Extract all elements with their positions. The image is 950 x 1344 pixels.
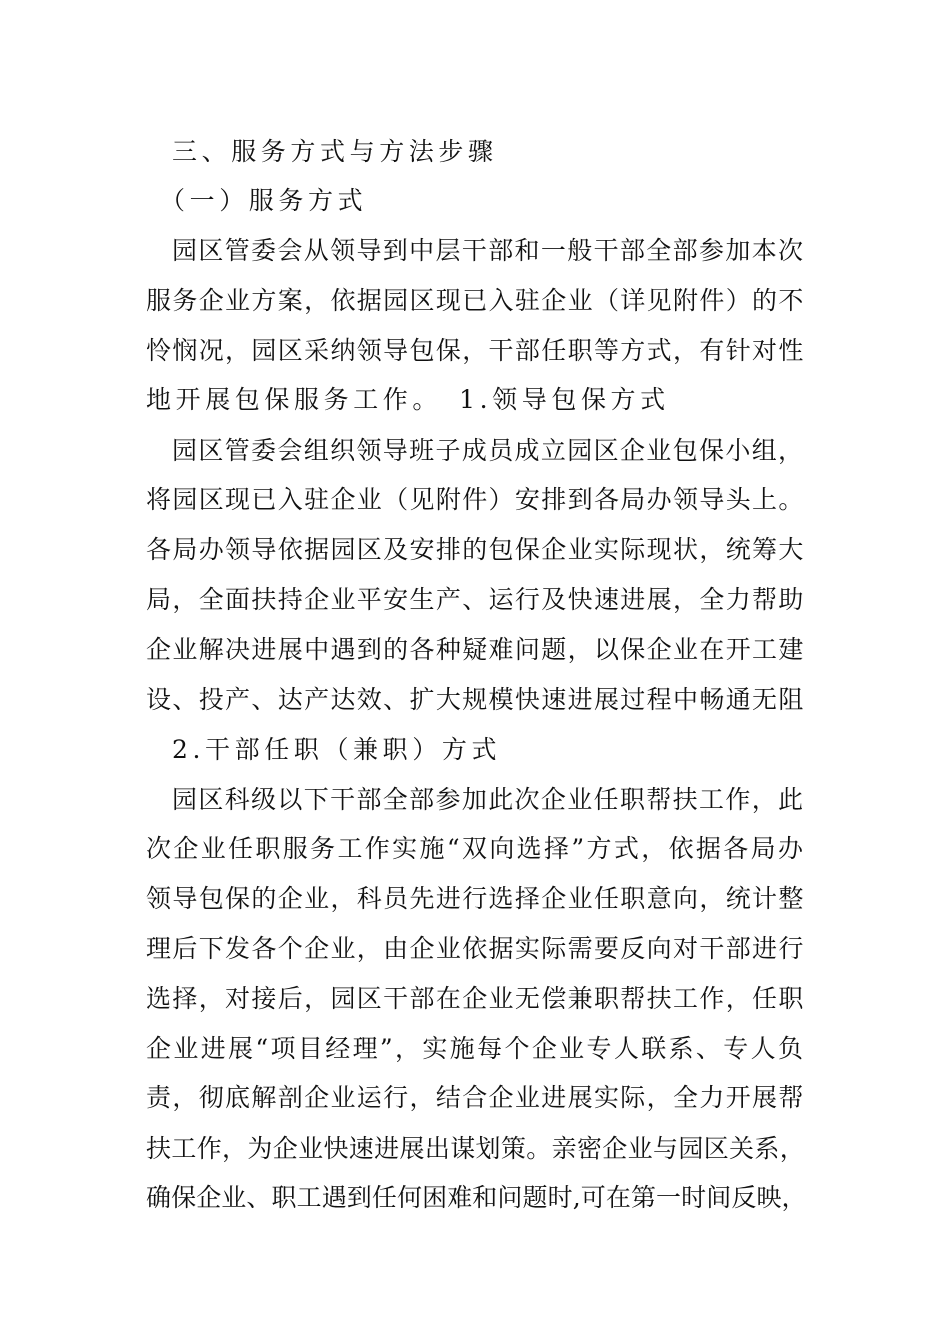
paragraph-line: 怜悯况，园区采纳领导包保，干部任职等方式，有针对性: [146, 336, 805, 365]
paragraph-line: 确保企业、职工遇到任何困难和问题时,可在第一时间反映，: [146, 1183, 807, 1212]
paragraph-line: 各局办领导依据园区及安排的包保企业实际现状，统筹大: [146, 535, 805, 564]
paragraph-line: 选择，对接后，园区干部在企业无偿兼职帮扶工作，任职: [146, 984, 805, 1013]
paragraph-line: 地开展包保服务工作。 1.领导包保方式: [146, 385, 670, 414]
paragraph-line: 局，全面扶持企业平安生产、运行及快速进展，全力帮助: [146, 585, 805, 614]
paragraph-line: 次企业任职服务工作实施“双向选择”方式，依据各局办: [146, 834, 806, 863]
paragraph-line: 园区管委会组织领导班子成员成立园区企业包保小组，: [172, 436, 805, 465]
paragraph-line: 园区管委会从领导到中层干部和一般干部全部参加本次: [172, 236, 805, 265]
paragraph-line: 扶工作，为企业快速进展出谋划策。亲密企业与园区关系，: [146, 1134, 806, 1163]
paragraph-line: 园区科级以下干部全部参加此次企业任职帮扶工作，此: [172, 785, 805, 814]
paragraph-line: 企业解决进展中遇到的各种疑难问题，以保企业在开工建: [146, 635, 805, 664]
paragraph-line: 服务企业方案，依据园区现已入驻企业（详见附件）的不: [146, 286, 805, 315]
paragraph-line: 领导包保的企业，科员先进行选择企业任职意向，统计整: [146, 884, 805, 913]
paragraph-line: 责，彻底解剖企业运行，结合企业进展实际，全力开展帮: [146, 1083, 805, 1112]
paragraph-line: 企业进展“项目经理”，实施每个企业专人联系、专人负: [146, 1034, 806, 1063]
paragraph-line: 将园区现已入驻企业（见附件）安排到各局办领导头上。: [146, 485, 805, 514]
paragraph-line: 设、投产、达产达效、扩大规模快速进展过程中畅通无阻: [146, 685, 805, 714]
subsection-heading: （一）服务方式: [160, 186, 368, 215]
paragraph-line: 理后下发各个企业，由企业依据实际需要反向对干部进行: [146, 934, 805, 963]
subsection-heading: 2.干部任职（兼职）方式: [172, 735, 502, 764]
section-heading: 三、服务方式与方法步骤: [172, 137, 498, 166]
